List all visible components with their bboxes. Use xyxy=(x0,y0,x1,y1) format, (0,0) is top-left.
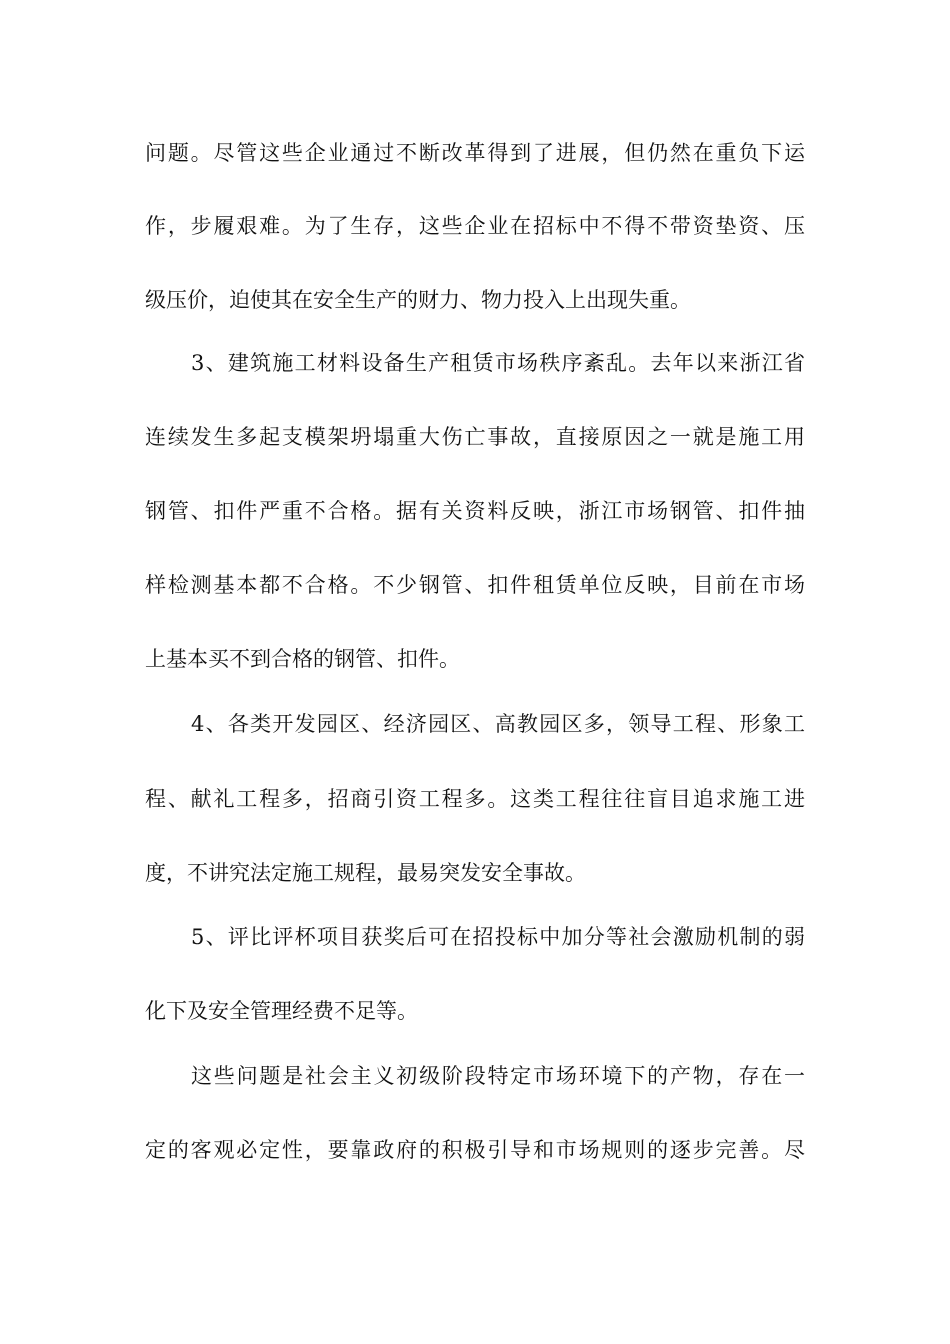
paragraph-item-5-line-2: 化下及安全管理经费不足等。 xyxy=(145,999,418,1023)
paragraph-item-3-line-5: 上基本买不到合格的钢管、扣件。 xyxy=(145,647,460,671)
paragraph-item-5-line-1: 5、评比评杯项目获奖后可在招投标中加分等社会激励机制的弱 xyxy=(191,925,805,949)
paragraph-item-4-line-1: 4、各类开发园区、经济园区、高教园区多，领导工程、形象工 xyxy=(191,712,805,736)
paragraph-1-line-2: 作，步履艰难。为了生存，这些企业在招标中不得不带资垫资、压 xyxy=(145,214,805,238)
paragraph-1-line-1: 问题。尽管这些企业通过不断改革得到了进展，但仍然在重负下运 xyxy=(145,141,805,165)
paragraph-item-3-line-4: 样检测基本都不合格。不少钢管、扣件租赁单位反映，目前在市场 xyxy=(145,573,805,597)
paragraph-item-3-line-3: 钢管、扣件严重不合格。据有关资料反映，浙江市场钢管、扣件抽 xyxy=(145,499,805,523)
paragraph-item-4-line-3: 度，不讲究法定施工规程，最易突发安全事故。 xyxy=(145,861,586,885)
paragraph-item-3-line-1: 3、建筑施工材料设备生产租赁市场秩序紊乱。去年以来浙江省 xyxy=(191,351,805,375)
paragraph-last-line-2: 定的客观必定性，要靠政府的积极引导和市场规则的逐步完善。尽 xyxy=(145,1138,805,1162)
paragraph-1-line-3: 级压价，迫使其在安全生产的财力、物力投入上出现失重。 xyxy=(145,288,691,312)
paragraph-item-4-line-2: 程、献礼工程多，招商引资工程多。这类工程往往盲目追求施工进 xyxy=(145,787,805,811)
paragraph-last-line-1: 这些问题是社会主义初级阶段特定市场环境下的产物，存在一 xyxy=(191,1064,805,1088)
paragraph-item-3-line-2: 连续发生多起支模架坍塌重大伤亡事故，直接原因之一就是施工用 xyxy=(145,425,805,449)
